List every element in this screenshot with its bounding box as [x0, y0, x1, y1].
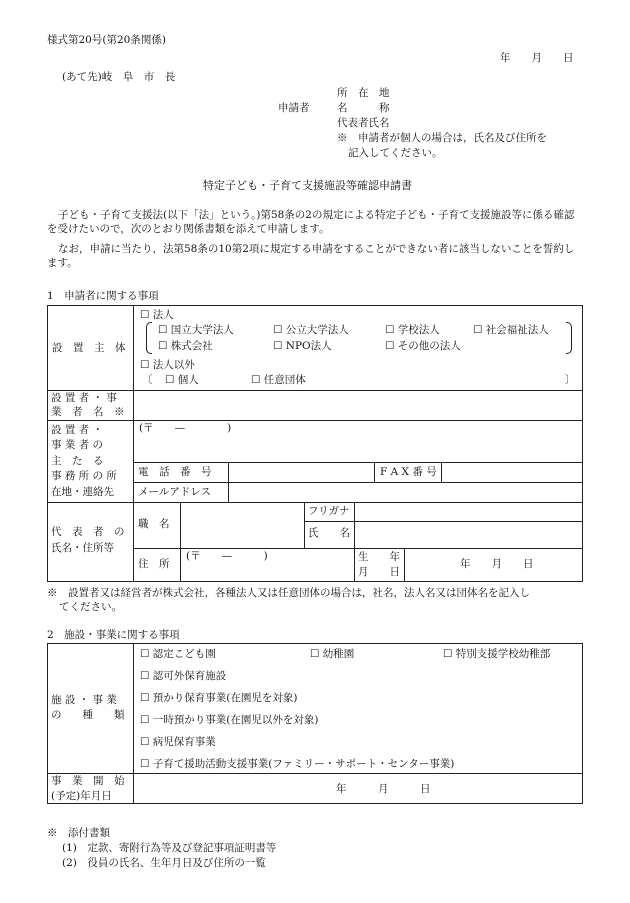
opt-nintei-kodomoen[interactable]: ☐ 認定こども園	[140, 648, 216, 660]
section2-heading: 2 施設・事業に関する事項	[47, 629, 180, 641]
opt-youchien[interactable]: ☐ 幼稚園	[310, 648, 355, 660]
opt-nin-i[interactable]: ☐ 任意団体	[251, 374, 306, 386]
bracket-right-icon	[566, 322, 572, 354]
rep-label-2: 氏名・住所等	[51, 542, 114, 554]
setchisha-name-label-2: 業 者 名 ※	[51, 406, 125, 418]
opt-kokuritsu[interactable]: ☐ 国立大学法人	[158, 324, 234, 336]
opt-kojin[interactable]: ☐ 個人	[165, 374, 199, 386]
email-label: メールアドレス	[138, 486, 211, 498]
applicant-name-label: 名 称	[337, 102, 390, 114]
opt-gakkou[interactable]: ☐ 学校法人	[385, 324, 440, 336]
setchi-shutai-label: 設 置 主 体	[52, 342, 126, 354]
kind-label-2: の 種 類	[51, 709, 125, 721]
opt-sonota[interactable]: ☐ その他の法人	[385, 340, 461, 352]
houjin-igai-checkbox[interactable]: ☐ 法人以外	[140, 359, 195, 371]
document-title: 特定子ども・子育て支援施設等確認申請書	[203, 179, 412, 192]
bracket-open: 〔	[142, 374, 153, 386]
opt-shakaifukushi[interactable]: ☐ 社会福祉法人	[473, 324, 549, 336]
intro-paragraph-1: 子ども・子育て支援法(以下「法」という。)第58条の2の規定による特定子ども・子育て支援施設等に係る確認を受けたいので，次のとおり関係書類を添えて申請します。	[47, 209, 575, 236]
setchisha-name-label: 設 置 者 ・ 事	[51, 392, 117, 404]
office-label-3: 主 た る	[51, 455, 104, 467]
date-line: 年 月 日	[500, 52, 574, 64]
start-label-2: (予定)年月日	[51, 790, 112, 802]
opt-ichiji[interactable]: ☐ 一時預かり事業(在園児以外を対象)	[140, 714, 319, 726]
office-label-2: 事 業 者 の	[51, 439, 104, 451]
fax-label: F A X 番 号	[380, 466, 437, 478]
start-date[interactable]: 年 月 日	[336, 783, 431, 795]
shimei-label: 氏 名	[308, 527, 350, 539]
intro-paragraph-2: なお，申請に当たり，法第58条の10第2項に規定する申請をすることができない者に該当しないことを誓約します。	[47, 243, 575, 270]
birth-date[interactable]: 年 月 日	[460, 558, 534, 570]
section1-heading: 1 申請者に関する事項	[47, 290, 159, 302]
opt-kabushiki[interactable]: ☐ 株式会社	[158, 340, 213, 352]
shoku-label: 職 名	[138, 518, 170, 530]
opt-azukari[interactable]: ☐ 預かり保育事業(在園児を対象)	[140, 692, 298, 704]
houjin-checkbox[interactable]: ☐ 法人	[140, 309, 174, 321]
office-postal[interactable]: (〒 — )	[139, 422, 232, 434]
furigana-label: フリガナ	[308, 505, 350, 517]
applicant-rep-label: 代表者氏名	[337, 117, 390, 129]
bracket-close: 〕	[565, 374, 576, 386]
office-label-4: 事 務 所 の 所	[51, 470, 117, 482]
birth-label-2: 月 日	[358, 566, 400, 578]
tel-label: 電 話 番 号	[138, 466, 212, 478]
applicant-note-cont: 記入してください。	[348, 147, 443, 159]
opt-byouji[interactable]: ☐ 病児保育事業	[140, 736, 216, 748]
birth-label-1: 生 年	[358, 551, 400, 563]
applicant-address-label: 所 在 地	[337, 87, 390, 99]
form-number: 様式第20号(第20条関係)	[47, 34, 166, 46]
applicant-label: 申請者	[278, 102, 310, 114]
attachment-item-1: (1) 定款、寄附行為等及び登記事項証明書等	[62, 842, 277, 854]
note-star-cont: てください。	[59, 601, 122, 613]
kind-label-1: 施 設 ・ 事 業	[51, 694, 117, 706]
attachment-item-2: (2) 役員の氏名、生年月日及び住所の一覧	[62, 857, 266, 869]
opt-kouritsu[interactable]: ☐ 公立大学法人	[273, 324, 349, 336]
rep-postal[interactable]: (〒 — )	[186, 550, 268, 562]
bracket-left-icon	[146, 322, 152, 354]
opt-tokubetsu[interactable]: ☐ 特別支援学校幼稚部	[443, 648, 551, 660]
office-label-1: 設 置 者 ・	[51, 424, 104, 436]
addressee: (あて先)岐 阜 市 長	[62, 71, 176, 83]
rep-label-1: 代 表 者 の	[51, 526, 125, 538]
applicant-note: ※ 申請者が個人の場合は，氏名及び住所を	[337, 132, 547, 144]
jusho-label: 住 所	[138, 558, 170, 570]
opt-family-support[interactable]: ☐ 子育て援助活動支援事業(ファミリー・サポート・センター事業)	[140, 758, 455, 770]
attachments-heading: ※ 添付書類	[47, 827, 110, 839]
start-label-1: 事 業 開 始	[51, 775, 125, 787]
office-label-5: 在地・連絡先	[51, 486, 114, 498]
opt-npo[interactable]: ☐ NPO法人	[273, 340, 332, 352]
note-star: ※ 設置者又は経営者が株式会社，各種法人又は任意団体の場合は，社名，法人名又は団体名を記入し	[47, 587, 530, 599]
opt-ninkagai[interactable]: ☐ 認可外保育施設	[140, 670, 227, 682]
